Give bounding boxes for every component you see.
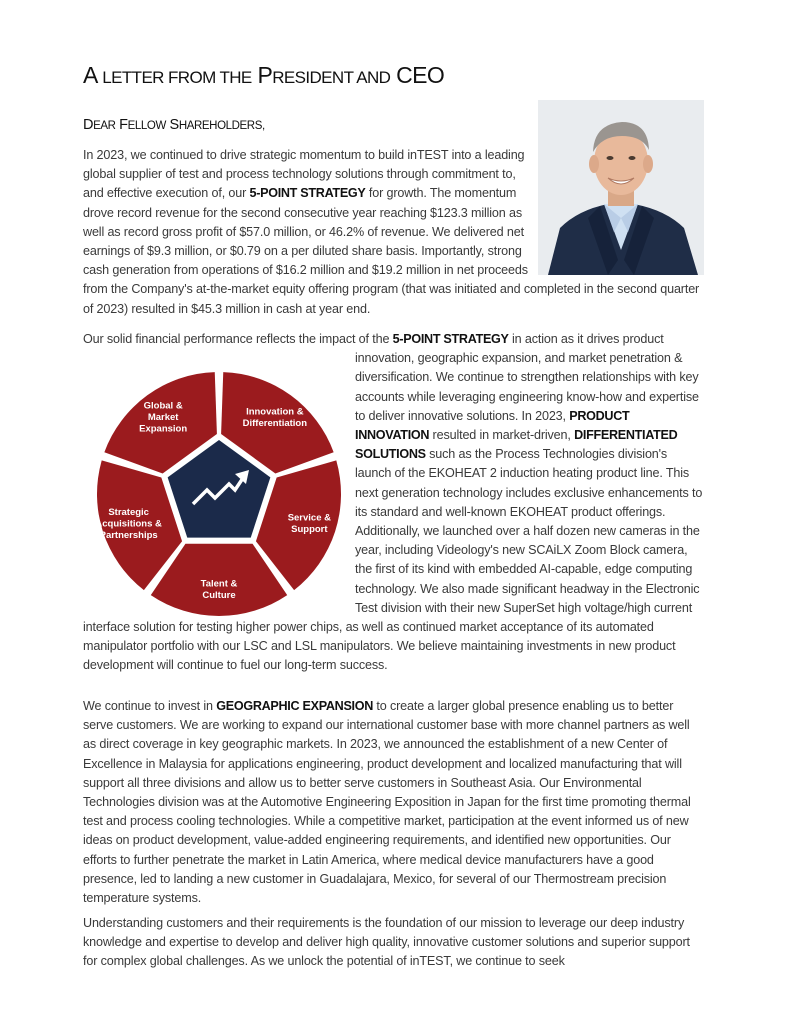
paragraph-1: [83, 146, 705, 319]
segment-global-market-expansion-label: Global & Market Expansion: [139, 400, 188, 435]
paragraph-3: [83, 697, 705, 908]
p1-strategy: 5-POINT STRATEGY: [249, 186, 366, 201]
p2-text-c: resulted in market-driven,: [429, 428, 575, 443]
p2-differentiated: DIFFERENTIATED SOLUTIONS: [355, 428, 678, 462]
p1-text-b: for growth. The momentum drove record revenue for the second consecutive year reaching $123.3 million as well as record gross profit of $57.0 million, or 46.2% of revenue. We delivered net earnings of $9.3 million, or $0.79 on a per diluted share basis. Importantly, strong cash generation from operations of $16.2 million and $19.2 million in net proceeds from the Company's at-the-market equity offering program (that was initiated and completed in the second quarter of 2023) resulted in $45.3 million in cash at year end.: [83, 186, 700, 316]
page-title: [83, 62, 444, 89]
photo-spacer: [539, 146, 705, 270]
salutation-ellow: ELLOW: [127, 120, 166, 132]
p4-text: Understanding customers and their requirements is the foundation of our mission to leverage our deep industry knowledge and expertise to develop and deliver high quality, innovative customer solutions and superior support for complex global challenges. As we unlock the potential of inTEST, we continue to seek: [83, 916, 690, 969]
salutation-d: D: [83, 117, 94, 133]
title-part-2: RESIDENT AND: [272, 68, 391, 87]
segment-service-support-label: Service & Support: [287, 512, 332, 536]
p1-text-a: In 2023, we continued to drive strategic momentum to build inTEST into a leading global supplier of test and process technology solutions through commitment to, and effective execution of, our: [83, 148, 525, 201]
title-ceo: CEO: [396, 62, 445, 88]
salutation-hareholders: HAREHOLDERS,: [178, 120, 265, 132]
p2-strategy: 5-POINT STRATEGY: [392, 332, 509, 346]
salutation-ear: EAR: [93, 120, 116, 132]
p3-text-a: We continue to invest in: [83, 699, 217, 713]
paragraph-2: [83, 330, 705, 676]
p2-text-b: in action as it drives product innovation, geographic expansion, and market penetration & diversification. We continue to strengthen relationships with key accounts while leveraging engineering know-how and expertise to deliver innovative solutions. In 2023,: [355, 332, 699, 423]
diagram-spacer: [83, 349, 351, 604]
p3-text-b: to create a larger global presence enabling us to better serve customers. We are working to expand our international customer base with more channel partners as well as direct coverage in key geographic markets. In 2023, we announced the establishment of a new Center of Excellence in Malaysia for applications engineering, product development and localized manufacturing that will support all three divisions and allow us to better serve customers in Southeast Asia. Our Environmental Technologies division was at the Automotive Engineering Exposition in Japan for the first time promoting thermal test and process cooling technologies. While a competitive market, participation at the event informed us of new ideas on product development, value-added engineering requirements, and identified new opportunities. Our efforts to further penetrate the market in Latin America, where medical device manufacturers have a good presence, led to landing a new customer in Guadalajara, Mexico, for several of our Thermostream precision temperature systems.: [83, 699, 691, 906]
title-initial-p: P: [257, 62, 273, 88]
p3-geographic: GEOGRAPHIC EXPANSION: [216, 699, 374, 713]
p2-text-a: Our solid financial performance reflects the impact of the: [83, 332, 393, 346]
salutation-s: S: [169, 117, 179, 133]
salutation-f: F: [119, 117, 128, 133]
title-initial-a: A: [83, 62, 97, 88]
segment-strategic-acquisitions-label: Strategic Acquisitions & Partnerships: [95, 506, 162, 541]
p2-text-d: such as the Process Technologies division's launch of the EKOHEAT 2 induction heating product line. This next generation technology includes exclusive enhancements to its standard and well-known EKOHEAT product offerings. Additionally, we launched over a half dozen new cameras in the year, including Videology's new SCAiLX Zoom Block camera, the first of its kind with embedded AI-capable, edge computing technology. We also made significant headway in the Electronic Test division with their new SuperSet high voltage/high current interface solution for testing higher power chips, as well as continued market acceptance of its automated manipulator portfolio with our LSC and LSL manipulators. We believe maintaining investments in new product development will continue to fuel our long-term success.: [83, 447, 703, 673]
title-part-1: LETTER FROM THE: [102, 68, 252, 87]
paragraph-4: [83, 914, 705, 972]
segment-talent-culture-label: Talent & Culture: [200, 578, 238, 601]
salutation: [83, 117, 265, 133]
segment-innovation-differentiation-label: Innovation & Differentiation: [242, 406, 308, 429]
p2-innovation: PRODUCT INNOVATION: [355, 408, 630, 443]
